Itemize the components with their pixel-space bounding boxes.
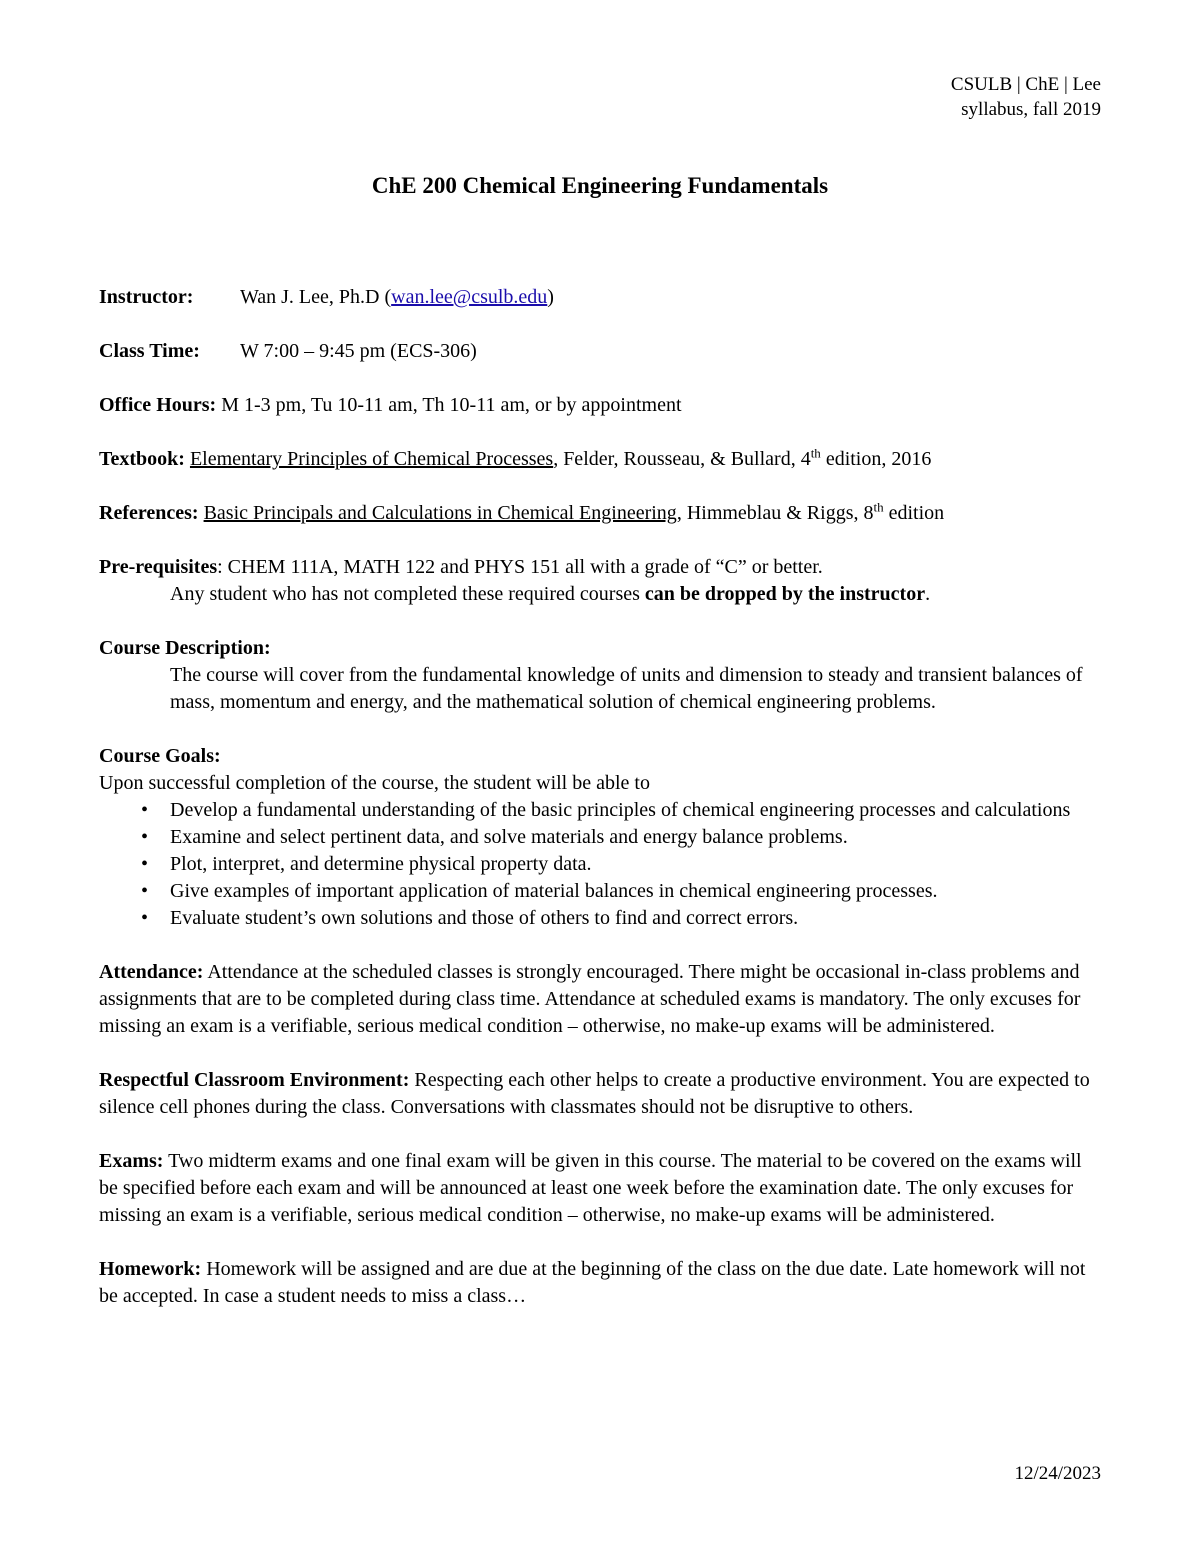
- homework-section: [99, 1256, 1101, 1310]
- bullet-icon: •: [141, 880, 149, 902]
- header-term-line: syllabus, fall 2019: [961, 99, 1101, 120]
- class-time-value: W 7:00 – 9:45 pm (ECS-306): [240, 340, 477, 362]
- course-description-text: The course will cover from the fundamental knowledge of units and dimension to steady and transient balances of mass, momentum and energy, and the mathematical solution of chemical engineering problems.: [170, 664, 1083, 713]
- course-description-section: [99, 635, 1101, 716]
- respect-section: [99, 1067, 1101, 1121]
- textbook-row: [99, 446, 1101, 473]
- textbook-edition-sup: th: [810, 445, 821, 461]
- bullet-icon: •: [141, 826, 149, 848]
- prerequisites-section: [99, 554, 1101, 608]
- goal-text: Develop a fundamental understanding of the basic principles of chemical engineering processes and calculations: [170, 799, 1071, 821]
- goal-text: Evaluate student’s own solutions and those of others to find and correct errors.: [170, 907, 799, 929]
- textbook-title: Elementary Principles of Chemical Processes: [189, 448, 554, 470]
- references-title: Basic Principals and Calculations in Chemical Engineering: [203, 502, 677, 524]
- exams-label: Exams:: [99, 1150, 164, 1172]
- course-goals-section: [99, 743, 1101, 932]
- goal-item: [99, 905, 1101, 932]
- course-description-label: Course Description:: [99, 637, 271, 659]
- class-time-row: [99, 338, 1101, 365]
- course-goals-label: Course Goals:: [99, 745, 221, 767]
- prerequisites-note-text: Any student who has not completed these required courses: [170, 583, 645, 605]
- page-header: [951, 72, 1101, 122]
- textbook-authors: , Felder, Rousseau, & Bullard, 4: [553, 448, 811, 470]
- goal-text: Give examples of important application of material balances in chemical engineering processes.: [170, 880, 938, 902]
- respect-label: Respectful Classroom Environment:: [99, 1069, 410, 1091]
- prerequisites-note: [99, 581, 1101, 608]
- bullet-icon: •: [141, 853, 149, 875]
- exams-section: [99, 1148, 1101, 1229]
- document-title: ChE 200 Chemical Engineering Fundamentals: [371, 173, 829, 198]
- references-row: [99, 500, 1101, 527]
- textbook-edition: edition, 2016: [820, 448, 932, 470]
- goal-text: Examine and select pertinent data, and solve materials and energy balance problems.: [170, 826, 848, 848]
- references-authors: , Himmeblau & Riggs, 8: [676, 502, 874, 524]
- attendance-text: Attendance at the scheduled classes is strongly encouraged. There might be occasional in-class problems and assignments that are to be completed during class time. Attendance at scheduled exams is mandatory. The only excuses for missing an exam is a verifiable, serious medical condition – otherwise, no make-up exams will be administered.: [99, 961, 1081, 1037]
- office-hours-row: [99, 392, 1101, 419]
- goal-item: [99, 851, 1101, 878]
- bullet-icon: •: [141, 799, 149, 821]
- references-edition: edition: [883, 502, 945, 524]
- exams-text: Two midterm exams and one final exam will be given in this course. The material to be covered on the exams will be specified before each exam and will be announced at least one week before the examination date. The only excuses for missing an exam is a verifiable, serious medical condition – otherwise, no make-up exams will be administered.: [99, 1150, 1082, 1226]
- course-goals-intro: Upon successful completion of the course, the student will be able to: [99, 772, 650, 794]
- course-goals-list: [99, 797, 1101, 932]
- prerequisites-line: [99, 554, 1101, 581]
- goal-item: [99, 878, 1101, 905]
- footer-date: 12/24/2023: [1014, 1463, 1101, 1484]
- prerequisites-label: Pre-requisites: [99, 556, 218, 578]
- goal-item: [99, 797, 1101, 824]
- instructor-name: Wan J. Lee, Ph.D (: [240, 286, 392, 308]
- homework-label: Homework:: [99, 1258, 202, 1280]
- prerequisites-note-bold: can be dropped by the instructor: [644, 583, 926, 605]
- attendance-section: [99, 959, 1101, 1040]
- goal-item: [99, 824, 1101, 851]
- syllabus-body: [99, 284, 1101, 1337]
- homework-text: Homework will be assigned and are due at the beginning of the class on the due date. Late homework will not be accepted. In case a student needs to miss a class…: [99, 1258, 1086, 1307]
- instructor-row: [99, 284, 1101, 311]
- office-hours-label: Office Hours:: [99, 394, 217, 416]
- header-course-line: CSULB | ChE | Lee: [950, 74, 1101, 95]
- goal-text: Plot, interpret, and determine physical property data.: [170, 853, 592, 875]
- references-edition-sup: th: [873, 499, 884, 515]
- class-time-label: Class Time:: [99, 340, 200, 362]
- office-hours-value: M 1-3 pm, Tu 10-11 am, Th 10-11 am, or by appointment: [221, 394, 682, 416]
- bullet-icon: •: [141, 907, 149, 929]
- respect-text: Respecting each other helps to create a productive environment. You are expected to silence cell phones during the class. Conversations with classmates should not be disruptive to others.: [99, 1069, 1090, 1118]
- instructor-paren: ): [547, 286, 554, 308]
- instructor-label: Instructor:: [99, 286, 194, 308]
- prerequisites-value: : CHEM 111A, MATH 122 and PHYS 151 all with a grade of “C” or better.: [217, 556, 823, 578]
- prerequisites-note-end: .: [925, 583, 931, 605]
- attendance-label: Attendance:: [99, 961, 204, 983]
- instructor-email-link[interactable]: wan.lee@csulb.edu: [391, 286, 548, 308]
- textbook-label: Textbook:: [99, 448, 185, 470]
- references-label: References:: [99, 502, 199, 524]
